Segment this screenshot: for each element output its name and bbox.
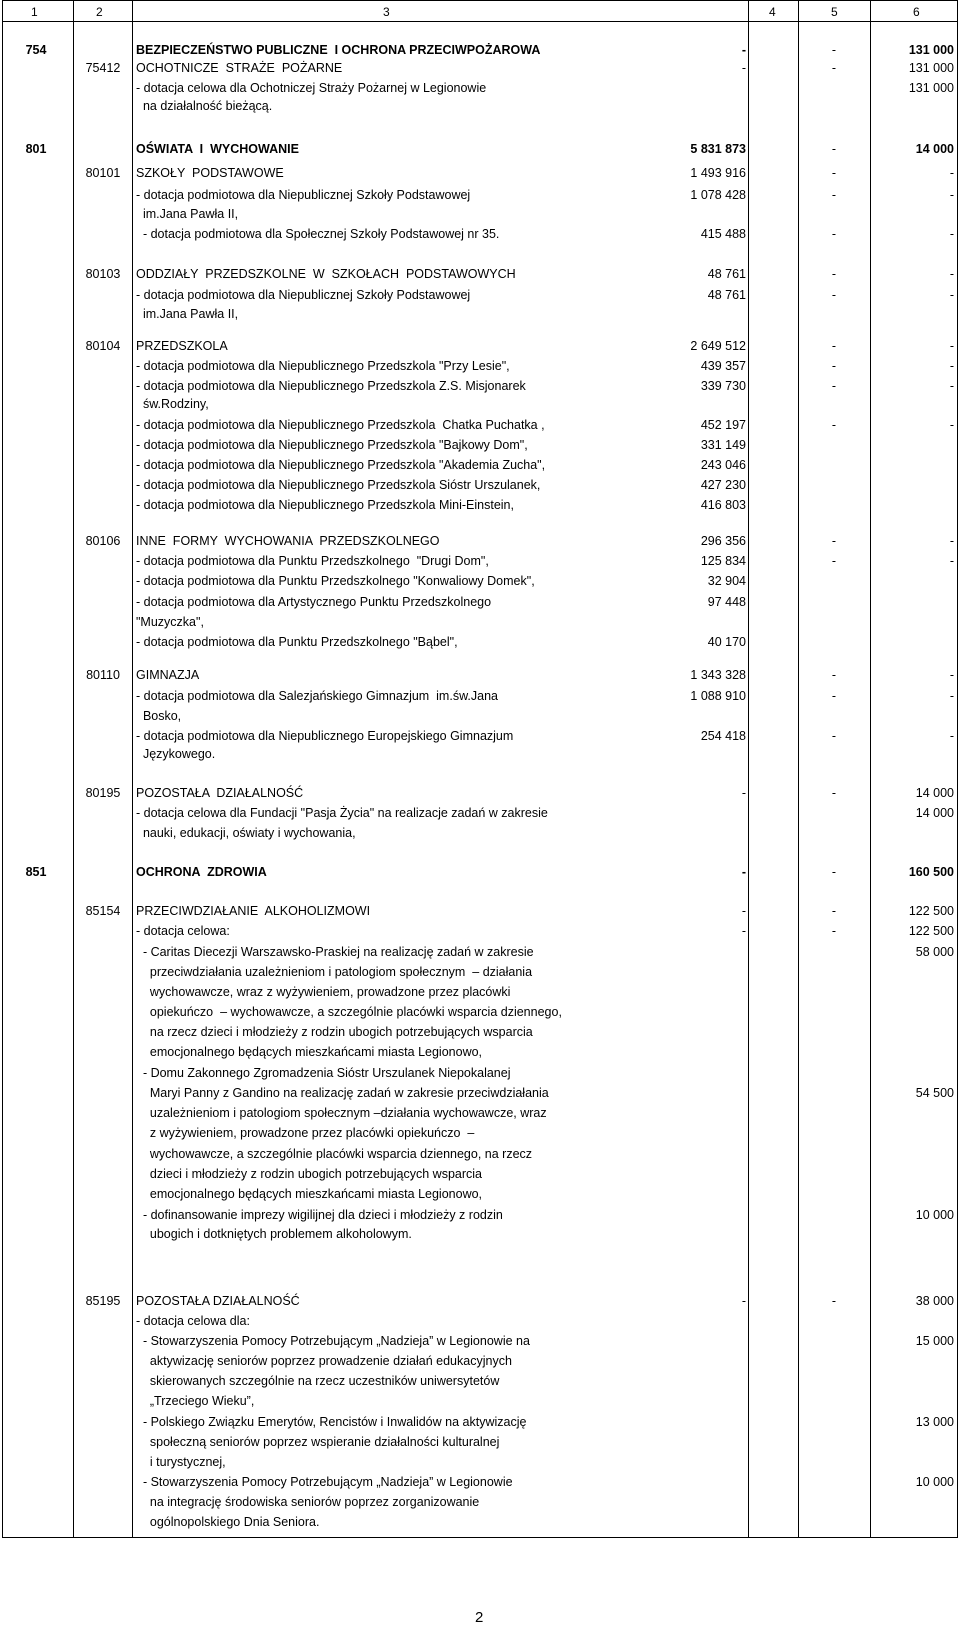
table-cell-col3: opiekuńczo – wychowawcze, a szczególnie placówki wsparcia dziennego,	[136, 1005, 562, 1019]
table-cell-col4: -	[741, 43, 746, 57]
table-cell-col5: -	[831, 554, 837, 568]
table-cell-col6: -	[949, 379, 954, 393]
table-bottom-border	[2, 1537, 958, 1538]
table-cell-col4: 1 088 910	[690, 689, 746, 703]
table-cell-col1: 851	[25, 865, 47, 879]
header-cell-1	[2, 0, 74, 22]
table-cell-col6: -	[949, 534, 954, 548]
table-cell-col3: "Muzyczka",	[136, 615, 204, 629]
table-cell-col3: - Caritas Diecezji Warszawsko-Praskiej na realizację zadań w zakresie	[136, 945, 534, 959]
table-cell-col4: 1 343 328	[690, 668, 746, 682]
table-cell-col5: -	[831, 227, 837, 241]
table-cell-col5: -	[831, 339, 837, 353]
table-cell-col3: Bosko,	[136, 709, 182, 723]
table-cell-col2: 80106	[85, 534, 121, 548]
table-cell-col5: -	[831, 668, 837, 682]
table-cell-col6: -	[949, 359, 954, 373]
header-label-5: 5	[831, 5, 838, 19]
table-cell-col3: dzieci i młodzieży z rodzin ubogich potrzebujących wsparcia	[136, 1167, 482, 1181]
header-label-1: 1	[31, 5, 38, 19]
table-cell-col3: Językowego.	[136, 747, 216, 761]
table-cell-col4: 339 730	[700, 379, 746, 393]
table-cell-col3: - Polskiego Związku Emerytów, Rencistów i Inwalidów na aktywizację	[136, 1415, 527, 1429]
table-cell-col2: 80110	[86, 668, 120, 682]
table-cell-col3: ODDZIAŁY PRZEDSZKOLNE W SZKOŁACH PODSTAWOWYCH	[136, 267, 516, 281]
header-cell-3	[132, 0, 749, 22]
table-cell-col4: -	[741, 924, 746, 938]
table-cell-col6: 122 500	[908, 904, 954, 918]
table-cell-col3: - dotacja celowa dla Fundacji "Pasja Życia" na realizacje zadań w zakresie	[136, 806, 548, 820]
table-cell-col2: 80104	[85, 339, 121, 353]
table-cell-col5: -	[831, 267, 837, 281]
table-cell-col3: uzależnieniom i patologiom społecznym –działania wychowawcze, wraz	[136, 1106, 547, 1120]
table-cell-col3: - Stowarzyszenia Pomocy Potrzebującym „Nadzieja” w Legionowie na	[136, 1334, 530, 1348]
table-cell-col3: z wyżywieniem, prowadzone przez placówki opiekuńczo –	[136, 1126, 475, 1140]
table-cell-col3: - dotacja podmiotowa dla Niepublicznego Przedszkola Z.S. Misjonarek	[136, 379, 526, 393]
table-cell-col3: ogólnopolskiego Dnia Seniora.	[136, 1515, 320, 1529]
table-cell-col6: -	[949, 729, 954, 743]
table-cell-col6: 10 000	[915, 1208, 954, 1222]
table-cell-col6: 160 500	[908, 865, 954, 879]
table-cell-col4: 427 230	[700, 478, 746, 492]
table-cell-col4: 416 803	[700, 498, 746, 512]
column-border	[870, 22, 871, 1538]
table-cell-col3: przeciwdziałania uzależnieniom i patologiom społecznym – działania	[136, 965, 533, 979]
table-cell-col3: - dofinansowanie imprezy wigilijnej dla dzieci i młodzieży z rodzin	[136, 1208, 503, 1222]
table-cell-col3: - dotacja podmiotowa dla Niepublicznego Przedszkola Chatka Puchatka ,	[136, 418, 545, 432]
table-cell-col6: -	[949, 418, 954, 432]
table-cell-col6: 131 000	[908, 81, 954, 95]
table-cell-col4: 40 170	[707, 635, 746, 649]
table-cell-col3: POZOSTAŁA DZIAŁALNOŚĆ	[136, 1294, 300, 1308]
table-cell-col3: - dotacja podmiotowa dla Niepublicznej Szkoły Podstawowej	[136, 288, 471, 302]
table-cell-col3: „Trzeciego Wieku”,	[136, 1394, 255, 1408]
table-cell-col3: GIMNAZJA	[136, 668, 200, 682]
table-cell-col2: 80103	[85, 267, 121, 281]
table-cell-col3: PRZECIWDZIAŁANIE ALKOHOLIZMOWI	[136, 904, 371, 918]
table-cell-col2: 85195	[85, 1294, 121, 1308]
table-cell-col6: 14 000	[915, 142, 954, 156]
table-cell-col1: 801	[25, 142, 47, 156]
table-cell-col5: -	[831, 786, 837, 800]
table-cell-col3: INNE FORMY WYCHOWANIA PRZEDSZKOLNEGO	[136, 534, 440, 548]
table-cell-col3: na integrację środowiska seniorów poprzez zorganizowanie	[136, 1495, 480, 1509]
table-cell-col4: 48 761	[707, 267, 746, 281]
table-cell-col3: - dotacja podmiotowa dla Punktu Przedszkolnego "Konwaliowy Domek",	[136, 574, 535, 588]
table-cell-col3: im.Jana Pawła II,	[136, 307, 239, 321]
table-cell-col6: -	[949, 668, 954, 682]
table-cell-col5: -	[831, 418, 837, 432]
table-cell-col4: -	[741, 1294, 746, 1308]
header-cell-4	[748, 0, 799, 22]
table-cell-col3: wychowawcze, wraz z wyżywieniem, prowadzone przez placówki	[136, 985, 511, 999]
table-cell-col3: - dotacja podmiotowa dla Artystycznego Punktu Przedszkolnego	[136, 595, 492, 609]
table-cell-col6: 13 000	[915, 1415, 954, 1429]
table-cell-col3: - dotacja podmiotowa dla Niepublicznego Przedszkola "Przy Lesie",	[136, 359, 510, 373]
table-cell-col3: - dotacja celowa dla:	[136, 1314, 250, 1328]
table-cell-col6: -	[949, 188, 954, 202]
table-cell-col5: -	[831, 534, 837, 548]
table-cell-col3: - dotacja celowa dla Ochotniczej Straży Pożarnej w Legionowie	[136, 81, 487, 95]
table-cell-col3: - dotacja podmiotowa dla Niepublicznej Szkoły Podstawowej	[136, 188, 471, 202]
table-cell-col6: -	[949, 288, 954, 302]
table-cell-col6: 131 000	[908, 43, 954, 57]
table-cell-col3: OCHRONA ZDROWIA	[136, 865, 267, 879]
table-cell-col3: na rzecz dzieci i młodzieży z rodzin ubogich potrzebujących wsparcia	[136, 1025, 533, 1039]
table-cell-col4: 2 649 512	[690, 339, 746, 353]
column-border	[798, 22, 799, 1538]
table-cell-col3: Maryi Panny z Gandino na realizację zadań w zakresie przeciwdziałania	[136, 1086, 549, 1100]
budget-table	[2, 0, 958, 1538]
table-cell-col6: 122 500	[908, 924, 954, 938]
table-cell-col6: 10 000	[915, 1475, 954, 1489]
table-cell-col6: -	[949, 339, 954, 353]
table-cell-col3: skierowanych szczególnie na rzecz uczestników uniwersytetów	[136, 1374, 500, 1388]
table-cell-col4: 97 448	[707, 595, 746, 609]
table-cell-col6: 38 000	[915, 1294, 954, 1308]
table-cell-col3: - dotacja podmiotowa dla Niepublicznego Przedszkola "Bajkowy Dom",	[136, 438, 528, 452]
table-cell-col4: 125 834	[700, 554, 746, 568]
table-cell-col4: 48 761	[707, 288, 746, 302]
table-cell-col4: 331 149	[700, 438, 746, 452]
table-cell-col3: - dotacja podmiotowa dla Niepublicznego Przedszkola Sióstr Urszulanek,	[136, 478, 541, 492]
table-cell-col5: -	[831, 288, 837, 302]
table-cell-col6: -	[949, 227, 954, 241]
table-cell-col5: -	[831, 924, 837, 938]
column-border	[2, 22, 3, 1538]
table-cell-col4: 32 904	[707, 574, 746, 588]
table-cell-col5: -	[831, 142, 837, 156]
header-cell-5	[798, 0, 871, 22]
table-cell-col6: 15 000	[915, 1334, 954, 1348]
table-cell-col3: nauki, edukacji, oświaty i wychowania,	[136, 826, 356, 840]
table-cell-col5: -	[831, 379, 837, 393]
column-border	[957, 22, 958, 1538]
table-cell-col5: -	[831, 729, 837, 743]
table-cell-col3: wychowawcze, a szczególnie placówki wsparcia dziennego, na rzecz	[136, 1147, 533, 1161]
table-cell-col3: społeczną seniorów poprzez wspieranie działalności kulturalnej	[136, 1435, 500, 1449]
table-cell-col1: 754	[25, 43, 47, 57]
table-cell-col5: -	[831, 188, 837, 202]
table-cell-col6: -	[949, 554, 954, 568]
table-cell-col6: 54 500	[915, 1086, 954, 1100]
table-cell-col3: - dotacja podmiotowa dla Punktu Przedszkolnego "Drugi Dom",	[136, 554, 489, 568]
table-cell-col2: 80101	[85, 166, 121, 180]
header-label-3: 3	[383, 5, 390, 19]
table-cell-col3: - dotacja podmiotowa dla Salezjańskiego Gimnazjum im.św.Jana	[136, 689, 498, 703]
table-cell-col4: -	[741, 865, 746, 879]
table-cell-col3: i turystycznej,	[136, 1455, 226, 1469]
table-cell-col6: 58 000	[915, 945, 954, 959]
table-cell-col4: 415 488	[700, 227, 746, 241]
table-cell-col3: - Domu Zakonnego Zgromadzenia Sióstr Urszulanek Niepokalanej	[136, 1066, 511, 1080]
header-label-6: 6	[913, 5, 920, 19]
table-cell-col3: ubogich i dotkniętych problemem alkoholowym.	[136, 1227, 412, 1241]
table-cell-col3: - dotacja podmiotowa dla Niepublicznego Przedszkola Mini-Einstein,	[136, 498, 514, 512]
table-cell-col3: POZOSTAŁA DZIAŁALNOŚĆ	[136, 786, 304, 800]
table-cell-col5: -	[831, 166, 837, 180]
table-cell-col5: -	[831, 43, 837, 57]
table-cell-col2: 75412	[85, 61, 121, 75]
table-cell-col3: PRZEDSZKOLA	[136, 339, 228, 353]
column-border	[132, 22, 133, 1538]
table-cell-col4: 243 046	[700, 458, 746, 472]
table-cell-col6: 131 000	[908, 61, 954, 75]
table-cell-col3: - Stowarzyszenia Pomocy Potrzebującym „Nadzieja” w Legionowie	[136, 1475, 513, 1489]
table-cell-col6: 14 000	[915, 786, 954, 800]
table-cell-col3: - dotacja celowa:	[136, 924, 230, 938]
header-label-4: 4	[769, 5, 776, 19]
table-cell-col4: -	[741, 786, 746, 800]
header-cell-6	[870, 0, 958, 22]
table-cell-col4: 254 418	[700, 729, 746, 743]
table-cell-col3: im.Jana Pawła II,	[136, 207, 239, 221]
table-cell-col3: - dotacja podmiotowa dla Niepublicznego Przedszkola "Akademia Zucha",	[136, 458, 546, 472]
table-cell-col3: BEZPIECZEŃSTWO PUBLICZNE I OCHRONA PRZECIWPOŻAROWA	[136, 43, 541, 57]
table-cell-col5: -	[831, 865, 837, 879]
table-cell-col6: -	[949, 267, 954, 281]
table-cell-col5: -	[831, 61, 837, 75]
table-cell-col4: -	[741, 61, 746, 75]
table-cell-col4: 452 197	[700, 418, 746, 432]
table-cell-col2: 80195	[85, 786, 121, 800]
table-cell-col3: na działalność bieżącą.	[136, 99, 273, 113]
table-cell-col3: św.Rodziny,	[136, 397, 209, 411]
table-cell-col3: - dotacja podmiotowa dla Punktu Przedszkolnego "Bąbel",	[136, 635, 458, 649]
table-cell-col4: 1 493 916	[690, 166, 746, 180]
table-cell-col3: SZKOŁY PODSTAWOWE	[136, 166, 284, 180]
table-cell-col3: - dotacja podmiotowa dla Niepublicznego Europejskiego Gimnazjum	[136, 729, 514, 743]
table-cell-col6: 14 000	[915, 806, 954, 820]
header-cell-2	[73, 0, 133, 22]
page-number: 2	[475, 1609, 484, 1626]
table-cell-col3: emocjonalnego będących mieszkańcami miasta Legionowo,	[136, 1045, 483, 1059]
header-label-2: 2	[96, 5, 103, 19]
table-cell-col4: 439 357	[700, 359, 746, 373]
table-cell-col4: -	[741, 904, 746, 918]
table-cell-col5: -	[831, 689, 837, 703]
table-cell-col3: OŚWIATA I WYCHOWANIE	[136, 142, 299, 156]
table-cell-col3: emocjonalnego będących mieszkańcami miasta Legionowo,	[136, 1187, 483, 1201]
table-cell-col3: OCHOTNICZE STRAŻE POŻARNE	[136, 61, 343, 75]
table-cell-col6: -	[949, 166, 954, 180]
table-cell-col2: 85154	[85, 904, 121, 918]
table-cell-col4: 5 831 873	[690, 142, 746, 156]
column-border	[748, 22, 749, 1538]
table-cell-col4: 1 078 428	[690, 188, 746, 202]
table-cell-col4: 296 356	[700, 534, 746, 548]
table-cell-col5: -	[831, 359, 837, 373]
column-border	[73, 22, 74, 1538]
table-cell-col5: -	[831, 1294, 837, 1308]
table-cell-col3: aktywizację seniorów poprzez prowadzenie działań edukacyjnych	[136, 1354, 512, 1368]
table-cell-col3: - dotacja podmiotowa dla Społecznej Szkoły Podstawowej nr 35.	[136, 227, 500, 241]
table-cell-col5: -	[831, 904, 837, 918]
table-cell-col6: -	[949, 689, 954, 703]
